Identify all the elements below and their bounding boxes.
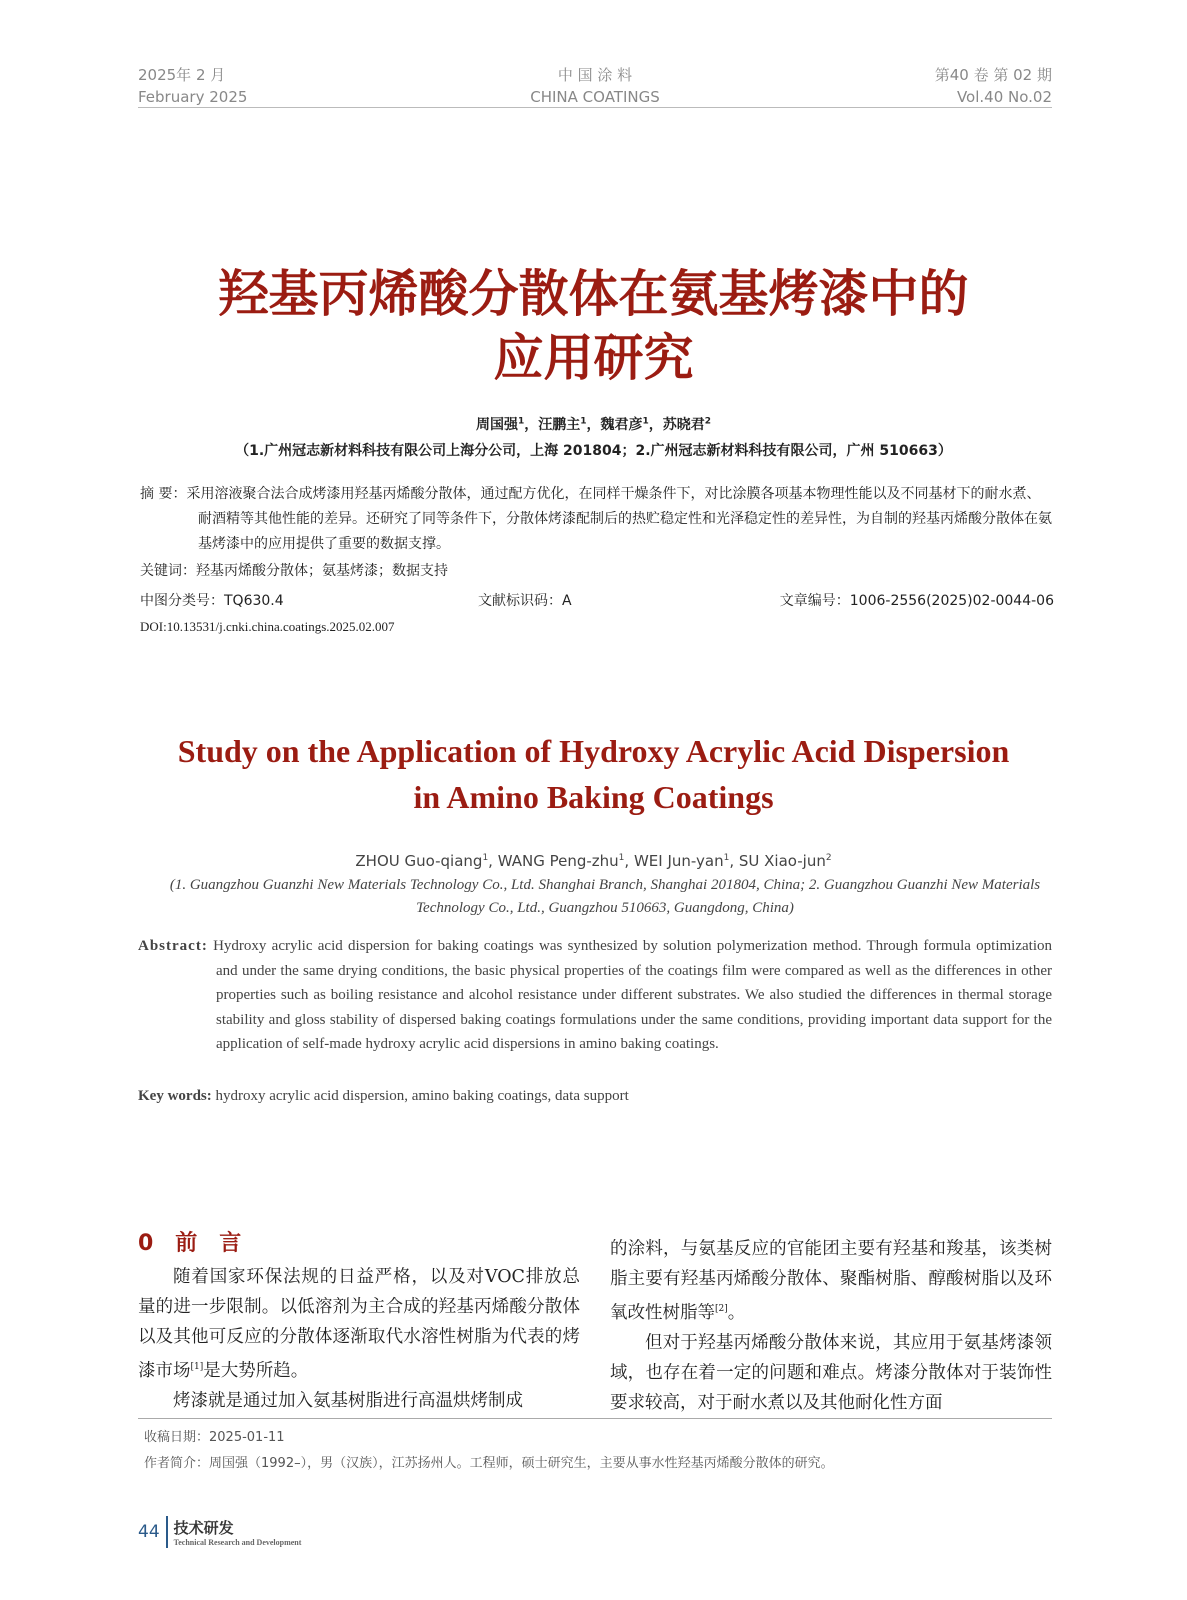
title-en-line: Study on the Application of Hydroxy Acrylic Acid Dispersion bbox=[177, 733, 1010, 769]
author-bio: 作者简介：周国强（1992–），男（汉族），江苏扬州人。工程师，硕士研究生，主要从事水性羟基丙烯酸分散体的研究。 bbox=[144, 1456, 834, 1471]
journal-name-cn: 中 国 涂 料 bbox=[557, 66, 633, 84]
volume-en: Vol.40 No.02 bbox=[956, 88, 1052, 106]
author-sup: 1 bbox=[517, 416, 525, 427]
paragraph-text: 随着国家环保法规的日益严格，以及对VOC排放总量的进一步限制。以低溶剂为主合成的羟基丙烯酸分散体以及其他可反应的分散体逐渐取代水溶性树脂为代表的烤漆市场 bbox=[138, 1267, 580, 1381]
doi[interactable]: DOI:10.13531/j.cnki.china.coatings.2025.02.007 bbox=[140, 619, 395, 634]
authors-en bbox=[0, 852, 1187, 870]
author: , WANG Peng-zhu bbox=[488, 852, 619, 870]
abstract-en bbox=[138, 934, 1052, 1057]
abstract-text: Hydroxy acrylic acid dispersion for baking coatings was synthesized by solution polymerization method. Through formula optimization and under the same drying conditions, the basic physical properties of the coatings film were compared as well as the differences in other properties such as boiling resistance and alcohol resistance under different substrates. We also studied the differences in thermal storage stability and gloss stability of dispersed baking coatings formulations under the same conditions, providing important data support for the application of self-made hydroxy acrylic acid dispersions in amino baking coatings. bbox=[207, 938, 1052, 1052]
footer-divider bbox=[166, 1516, 168, 1548]
issue-date-cn: 2025年 2 月 bbox=[138, 66, 226, 84]
author-sup: 2 bbox=[825, 853, 832, 863]
title-cn bbox=[0, 262, 1187, 390]
keywords-text: hydroxy acrylic acid dispersion, amino baking coatings, data support bbox=[211, 1088, 629, 1104]
keywords-cn bbox=[140, 560, 448, 580]
citation[interactable]: [2] bbox=[715, 1304, 728, 1314]
affiliation-en: (1. Guangzhou Guanzhi New Materials Technology Co., Ltd. Shanghai Branch, Shanghai 201804, China; 2. Guangzhou Guanzhi New Materials Technology Co., Ltd., Guangzhou 510663, Guangdong, China) bbox=[169, 877, 1041, 916]
volume-cn: 第40 卷 第 02 期 bbox=[934, 66, 1052, 84]
author-sup: 2 bbox=[704, 416, 712, 427]
paragraph-text: 。 bbox=[727, 1302, 746, 1323]
author: , WEI Jun-yan bbox=[624, 852, 724, 870]
author: ，汪鹏主 bbox=[524, 417, 581, 433]
author: ZHOU Guo-qiang bbox=[355, 852, 483, 870]
author-sup: 1 bbox=[642, 416, 649, 427]
paragraph bbox=[138, 1262, 580, 1386]
clc-number: 中图分类号：TQ630.4 bbox=[140, 593, 284, 609]
journal-name-en: CHINA COATINGS bbox=[530, 88, 660, 106]
paragraph: 但对于羟基丙烯酸分散体来说，其应用于氨基烤漆领域，也存在着一定的问题和难点。烤漆分散体对于装饰性要求较高，对于耐水煮以及其他耐化性方面 bbox=[610, 1332, 1052, 1413]
keywords-en bbox=[138, 1088, 629, 1105]
keywords-text: 羟基丙烯酸分散体；氨基烤漆；数据支持 bbox=[196, 563, 448, 579]
keywords-label: Key words: bbox=[138, 1088, 212, 1104]
author-sup: 1 bbox=[580, 416, 587, 427]
abstract-label: 摘 要： bbox=[140, 486, 187, 502]
title-cn-line: 羟基丙烯酸分散体在氨基烤漆中的 bbox=[218, 265, 969, 323]
keywords-label: 关键词： bbox=[140, 563, 196, 579]
affiliation-cn: （1.广州冠志新材料科技有限公司上海分公司，上海 201804；2.广州冠志新材料科技有限公司，广州 510663） bbox=[235, 443, 952, 459]
author: ，苏晓君 bbox=[648, 417, 705, 433]
author-sup: 1 bbox=[618, 853, 625, 863]
issue-date-en: February 2025 bbox=[138, 88, 248, 106]
title-en bbox=[0, 728, 1187, 820]
received-date: 收稿日期：2025-01-11 bbox=[144, 1430, 285, 1445]
section-name-cn: 技术研发 bbox=[173, 1519, 234, 1537]
page-footer bbox=[138, 1516, 301, 1548]
paragraph: 烤漆就是通过加入氨基树脂进行高温烘烤制成 bbox=[173, 1390, 523, 1411]
body-column-right bbox=[610, 1234, 1052, 1418]
article-number: 文章编号：1006-2556(2025)02-0044-06 bbox=[779, 593, 1054, 609]
running-header bbox=[138, 64, 1052, 108]
author: , SU Xiao-jun bbox=[729, 852, 826, 870]
title-en-line: in Amino Baking Coatings bbox=[413, 779, 774, 815]
body-column-left bbox=[138, 1228, 580, 1416]
section-name-en: Technical Research and Development bbox=[173, 1538, 302, 1547]
abstract-label: Abstract: bbox=[138, 938, 208, 954]
author: ，魏君彦 bbox=[586, 417, 643, 433]
section-heading: 0 前 言 bbox=[138, 1231, 242, 1256]
author-sup: 1 bbox=[482, 853, 489, 863]
abstract-text: 采用溶液聚合法合成烤漆用羟基丙烯酸分散体，通过配方优化，在同样干燥条件下，对比涂膜各项基本物理性能以及不同基材下的耐水煮、耐酒精等其他性能的差异。还研究了同等条件下，分散体烤漆配制后的热贮稳定性和光泽稳定性的差异性，为自制的羟基丙烯酸分散体在氨基烤漆中的应用提供了重要的数据支撑。 bbox=[186, 486, 1052, 552]
citation[interactable]: [1] bbox=[190, 1362, 204, 1372]
authors-cn bbox=[0, 414, 1187, 434]
paragraph-text: 是大势所趋。 bbox=[203, 1360, 309, 1381]
paragraph bbox=[610, 1234, 1052, 1328]
paragraph-text: 的涂料，与氨基反应的官能团主要有羟基和羧基，该类树脂主要有羟基丙烯酸分散体、聚酯树脂、醇酸树脂以及环氧改性树脂等 bbox=[610, 1239, 1052, 1323]
title-cn-line: 应用研究 bbox=[493, 329, 694, 387]
author: 周国强 bbox=[475, 417, 518, 433]
page-number: 44 bbox=[138, 1522, 160, 1542]
author-sup: 1 bbox=[723, 853, 730, 863]
document-code: 文献标识码：A bbox=[478, 593, 572, 609]
abstract-cn bbox=[140, 482, 1054, 557]
footnote bbox=[138, 1418, 1052, 1477]
